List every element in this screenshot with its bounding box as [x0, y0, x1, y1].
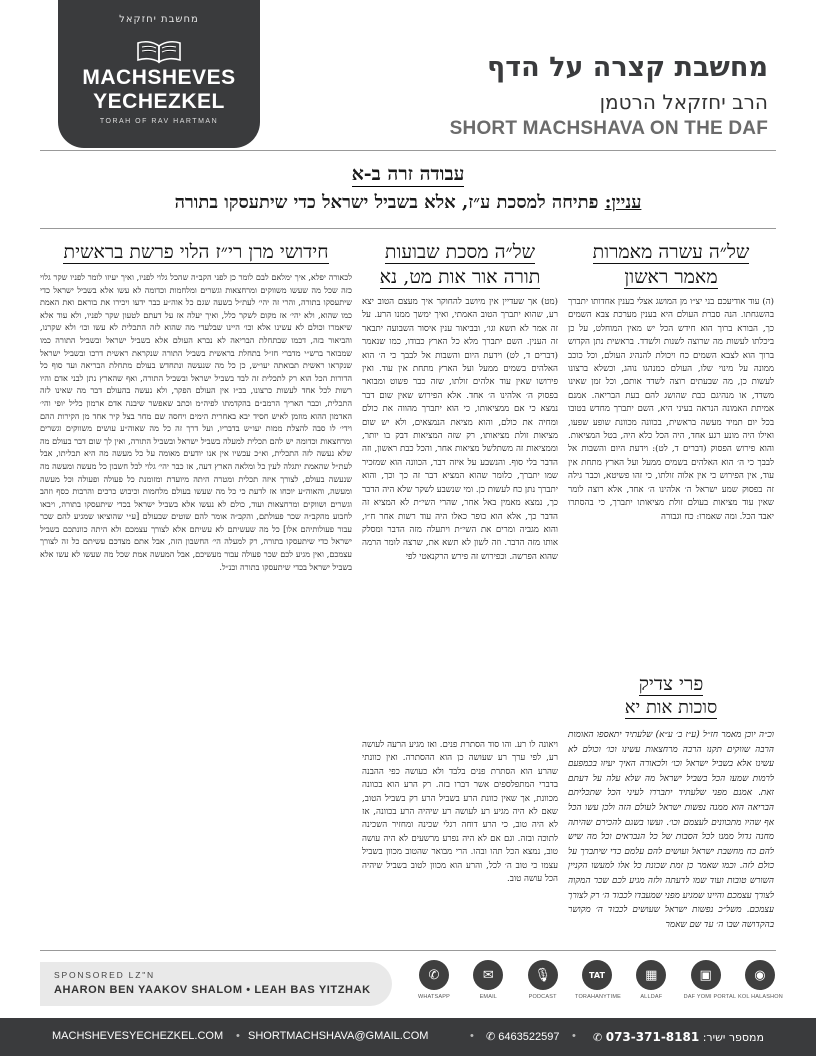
machsheves-logo	[58, 0, 260, 148]
column-heading: של״ה עשרה מאמרות	[592, 241, 750, 263]
link-daf-yomi-portal[interactable]: ▣ DAF YOMI PORTAL	[684, 960, 728, 1010]
open-book-icon	[136, 38, 182, 64]
column-body-continued: ויאונה לו רע. והו סוד הסתרת פנים. ואז מגיע הרעה לעושה רע, לפי ערך רע שעושה כן הוא ההסתרה. ואין כוונתי שהרע הוא הסתרת פנים בלבד ולא כעושה כפי ההבנה בדברי המתפלספים אשר דברו בזה. רק הרע הוא בכוונה מכוונת, אך שאין כוונת הרע בשביל הרע רק בשביל הטוב, שאם לא היה מגיע רע לעושה רע שיהיה הרע בכוונה, אז לא היה טוב, כי הרע דוחה רגלי שכינה ומחזיר השכינה לתוכה ובזה. וגם אם לא היה נפרע מרשעים לא היה עושה טוב, נמצא הכל תהו ובהו. הרי מבואר שהטוב מכוון בשביל עצמו כי טוב ה׳ לכל, והרע הוא מכוון לטוב בשביל שיהיה הכל עושה טוב.	[362, 740, 558, 885]
separator-dot: •	[572, 1030, 576, 1042]
logo-hebrew-name: מחשבת יחזקאל	[119, 14, 199, 25]
inyan-text: פתיחה למסכת ע״ז, אלא בשביל ישראל כדי שיתעסקו בתורה	[174, 192, 599, 213]
contact-bar	[0, 1018, 816, 1056]
column-subheading: מאמר ראשון	[624, 266, 718, 288]
link-alldaf[interactable]: ▦ ALLDAF	[629, 960, 673, 1010]
kol-halashon-icon: ◉	[745, 960, 775, 990]
torahanytime-icon: TAT	[582, 960, 612, 990]
masechta-title: עבודה זרה ב-א	[351, 163, 465, 185]
email-link[interactable]: SHORTMACHSHAVA@GMAIL.COM	[248, 1030, 429, 1042]
column-shelah-shevuot	[362, 240, 558, 564]
logo-name-line2: YECHEZKEL	[93, 90, 225, 113]
podcast-icon: 🎙	[528, 960, 558, 990]
page-title: מחשבת קצרה על הדף	[487, 52, 768, 83]
whatsapp-icon: ✆	[419, 960, 449, 990]
footer-divider	[40, 950, 776, 951]
separator-dot: •	[470, 1030, 474, 1042]
link-whatsapp[interactable]: ✆ WHATSAPP	[412, 960, 456, 1010]
alldaf-icon: ▦	[636, 960, 666, 990]
rav-name: הרב יחזקאל הרטמן	[599, 90, 768, 114]
phone-icon: ✆	[486, 1031, 499, 1043]
distribution-links	[412, 960, 782, 1010]
title-divider	[40, 228, 776, 229]
phone-icon: ✆	[593, 1031, 603, 1044]
column-chiddushei-griz	[40, 240, 352, 573]
column-body: (מט) אך שעדיין אין מיושב להחוקר איך מעצם הטוב יצא רע, שהוא יתברך הטוב האמתי, ואיך ימשך ממנו הרע. על זה אמר לא תשא וגו׳, ובביאור ענין איסור השבועה יתבאר זה הענין. השם יתברך מלא כל הארץ כבודו, כמו שנאמר (דברים ד, לט) וידעת היום והשבות אל לבבך כי ה׳ הוא האלהים בשמים ממעל ועל הארץ מתחת אין עוד. ואין פירושו שאין עוד אלהים זולתו, שזה כבר פשוט ומבואר בפסוק ה׳ אלהינו ה׳ אחד. אלא הפירוש שאין שום דבר נמצא כי אם ממציאותו, כי הוא יתברך מהווה את כולם ומחיה את כולם, והוא מציאת הנמצאים, ולא יש שום מציאות זולת מציאותו, רק שזה המציאות דבק בו יותר, וממציאות זה משתלשל מציאות אחר, והכל כבת ראשון, וזה הדבר בלי סוף. והנשבע על איזה דבר, הכוונה הוא שמזכיר שמו יתברך, כלומר שהוא המציא דבר זה כך וכך, והוא יתברך נתן כח לעשות כן. ומי שנשבע לשקר שלא היה הדבר כך, נמצא מאמין באל אחר, שהרי השי״ת לא המציא זה הדבר כך, אלא הוא כופר כאלו היה עוד רשות אחר ח״ו, והוא מגביה ומרים את השי״ת ויתעלה מזה הדבר ומסלק אותו מזה הדבר. וזה לשון לא תשא את, שרצה לומר הרמה שהוא הפרשה. וכפירוש זה פירש הרקנאטי לפי	[362, 297, 558, 562]
pri-tzaddik-heading: פרי צדיק סוכות אות יא	[624, 673, 718, 718]
inyan-label: עניין:	[604, 192, 642, 213]
logo-tagline: TORAH OF RAV HARTMAN	[99, 118, 219, 125]
daf-yomi-portal-icon: ▣	[691, 960, 721, 990]
logo-name-line1: MACHSHEVES	[82, 66, 236, 89]
column-body: (ה) עוד אודיעכם בני יצ״ו מן המושג אצלי בענין אחדותו יתברך בהשגחתו. הנה סברת העולם היא בענין מערכת צבא השמים כך, הבורא ברוך הוא חידש הכל יש מאין המוחלט, על כן ביכלתו לעשות מה שרוצה לשנות ולשדד. בראשית נתן הקדוש ברוך הוא לצבא השמים כח ויכולת להנהיג העולם, וכל כוכב ממונה על מינוי שלו, העולם כמנהגו נוהג, וכשלא ברצונו לעשות כן, מה שבעתים רוצה לשדד אותם, וכל זמן שאינו משדד, או מנהיגם כבת שהושג להם בעת הבריאה. אמנם אמיתת האמונה הנראה בעיני היא, השם יתברך מחדש בטובו בכל יום תמיד מעשה בראשית, בכוונה מכוונת שופע שפעו, ואילו היה מונע רגע אחד, היה הכל כלא היה, בטל המציאות. והוא פירוש הפסוק (דברים ד, לט): וידעת היום והשבות אל לבבך כי ה׳ הוא האלהים בשמים ממעל ועל הארץ מתחת אין עוד, אין הפירוש כי אין אלוה זולתו, כי זהו פשיטא, וכבר גילה זה בפסוק שמע ישראל ה׳ אלהינו ה׳ אחד, אלא רוצה לומר שאין עוד מציאות בעולם זולת מציאותו יתברך, כי בהסתרו יאבד הכל. ומה שאמרו: כח וגבורה	[568, 297, 774, 522]
english-title: SHORT MACHSHAVA ON THE DAF	[449, 118, 768, 139]
sponsor-names: AHARON BEN YAAKOV SHALOM • LEAH BAS YITZHAK	[54, 984, 371, 996]
link-kol-halashon[interactable]: ◉ KOL HALASHON	[738, 960, 782, 1010]
header-divider	[40, 150, 776, 151]
link-torahanytime[interactable]: TAT TORAHANYTIME	[575, 960, 619, 1010]
direct-number[interactable]: ממספר ישיר: 073-371-8181 ✆	[593, 1030, 764, 1044]
website-link[interactable]: MACHSHEVESYECHEZKEL.COM	[52, 1030, 224, 1042]
inyan-line	[0, 192, 816, 213]
sponsor-label: SPONSORED LZ"N	[54, 970, 155, 980]
link-email[interactable]: ✉ EMAIL	[466, 960, 510, 1010]
phone-number[interactable]: ✆ 6463522597	[486, 1031, 560, 1043]
pri-tzaddik-manuscript: וכ״ה יוכן מאמר חז״ל (ע״ז ב׳ ע״א) שלעתיד יתאספו האומות הרבה שווקים תקנו הרבה מרחצאות עשינו וכו׳ וכולם לא עשינו אלא בשביל ישראל וכו׳ ולכאורה האיך יעיזו בכמפעם לרמות שמעו הכל בשביל ישראל מה שלא עלה על דעתם זאת. אמנם מפני שלעתיד יתבררו לעיני הכל שתכליתם הבריאה הוא ממנה נפשות ישראל לעולם הזה ולכן עשו הכל אף שהיו מתכוונים לעצמם וכו׳. ועשו בשגם להכירם שהיתה מחנה גדול ממנו לכל הסבות של כל הנבראים וכל מה שיש להם כח מחשבת ישראל ועושים להם עלמם כדי שיתברך על כולם לזה. וכמו שאמר כן זמת שכונת כל אלו למעשו הקניין השורש טובות ועוד שמו לדעתה ולזה מגיע לכם שכר המקוה לצורך עצמכם והיינו שמגיע מפני שמעבדו לכבוד ה׳ רק לצורך עצמכם. משל״כ נפשות ישראל שעושים לכבוד ה׳ מקושר בהקדושה שבו ה׳ עד שם שאמר	[568, 730, 774, 930]
column-subheading: תורה אור אות מט, נא	[379, 266, 541, 288]
separator-dot: •	[236, 1030, 240, 1042]
column-heading: חידושי מרן רי״ז הלוי פרשת בראשית	[63, 241, 329, 263]
link-podcast[interactable]: 🎙 PODCAST	[521, 960, 565, 1010]
email-icon: ✉	[473, 960, 503, 990]
sponsor-banner	[40, 962, 392, 1006]
column-shelah-asara-maamarot	[568, 240, 774, 524]
column-heading: של״ה מסכת שבועות	[384, 241, 536, 263]
column-body: לכאורה יפלא, איך ימלאם לבם לומר כן לפני הקב״ה שהכל גלוי לפניו, ואיך יעיזו לומר לפניו שקר גלוי כזה שכל מה שעשו משווקים ומרחצאות וגשרים ומלחמות וכדומה לא עשו אלא בשביל ישראל כדי שיתעסקו בתורה, והרי זה יהי׳ לעת״ל בשעה שגם כל אוה״ע כבר ידעו ויכירו את בוראם ואת האמת כמו שהוא, ולא יהי׳ אז מקום לשקר כלל, ואיך יעלה אז על דעתם לטעון שקר לפניו, ולא עוד אלא שיאמרו וכולם לא עשינו אלא וכו׳ היינו שבלעדי מה שהוא לזה התכלית לא עשו וכו׳ ולא שקרנו, והביאור בזה, דכמו שבתחלת הבריאה לא נברא העולם אלא בשביל ישראל ובשביל התורה כמו שמבואר ברש״י מדברי חז״ל בתחלת בראשית בשביל התורה שנקראת ראשית דרכו ובשביל ישראל שנקראו ראשית תבואתה יעו״ש, כן כל מה שנעשה ונתחדש בעולם מתחלת הבריאה ועד סוף כל הדורות הכל הוא רק לתכלית זה לבד בשביל ישראל ובשביל התורה, ואף שהארץ נתן לבני אדם והיו רשות לכל אחד לעשות כרצונו, בכ״ז אין העולם הפקר, ולא נעשה בהעולם דבר מה שאינו לזה התכלית, וכבר האריך הרמב״ם בהקדמתו לפיה״מ וכתב שאפשר שיבנה אדם ארמון כליל יופי והי׳ האדמון ההוא מוזמן לאיש חסיד יבא באחרית הימים ויחסה שם מחר בצל קיר אחד מן הקירות ההם וידי׳ לו סבה להצלת ממות יעו״ש בדבריו, ועל דרך זה כל מה שאוה״ע עושים משווקים וגשרים ומרחצאות וכדומה יש להם תכלית למעלה בשביל ישראל ובשביל התורה, ואין לך שום דבר בעולם מה שלא נעשה לזה התכלית, וא״כ עכשיו אין אנו יודעים מאומה על כל מעשה מה היא תכליתו, אבל לעת״ל שהאמת יתגלה לעין כל ומלאה הארץ דעה, אז כבר יהי׳ גלוי לכל חשבון כל מעשה ומעשה מה שנעשה בעולם, לצורך איזה תכלית ומטרה היתה מיועדת ומזומנת כל פעולה ופעולה וכל מעשה ומעשה, והאוה״ע יוכחו אז לדעת כי כל מה שעשו בעולם מלחמות וכיבוש כרכים והרבות כסף וזהב וגשרים ושווקים ומרחצאות ועוד, כולם לא נעשו אלא בשביל ישראל בכדי שיתעסקו בתורה, ויבאו לחבוע מהקב״ה שכר פעולתם, והקב״ה אומר להם שוטים שבעולם [ע״י שהוציאו שמגיע להם שכר עבור פעולותיהם אלו] כל מה שעשיתם לא עשיתם אלא לצורך עצמכם ולא היתה כוונתכם בשביל ישראל כדי שיתעסקו בתורה, רק למעלה הי׳ החשבון הזה, אבל אתם מצדכם עשיתם כל זה לצורך עצמכם, ואין מגיע לכם שכר פעולה עבור מעשיכם, אבל המעשה אמת שכל מה שעשו לא עשו אלא בשביל ישראל בכדי שיתעסקו בתורה וכנ״ל.	[40, 272, 352, 572]
